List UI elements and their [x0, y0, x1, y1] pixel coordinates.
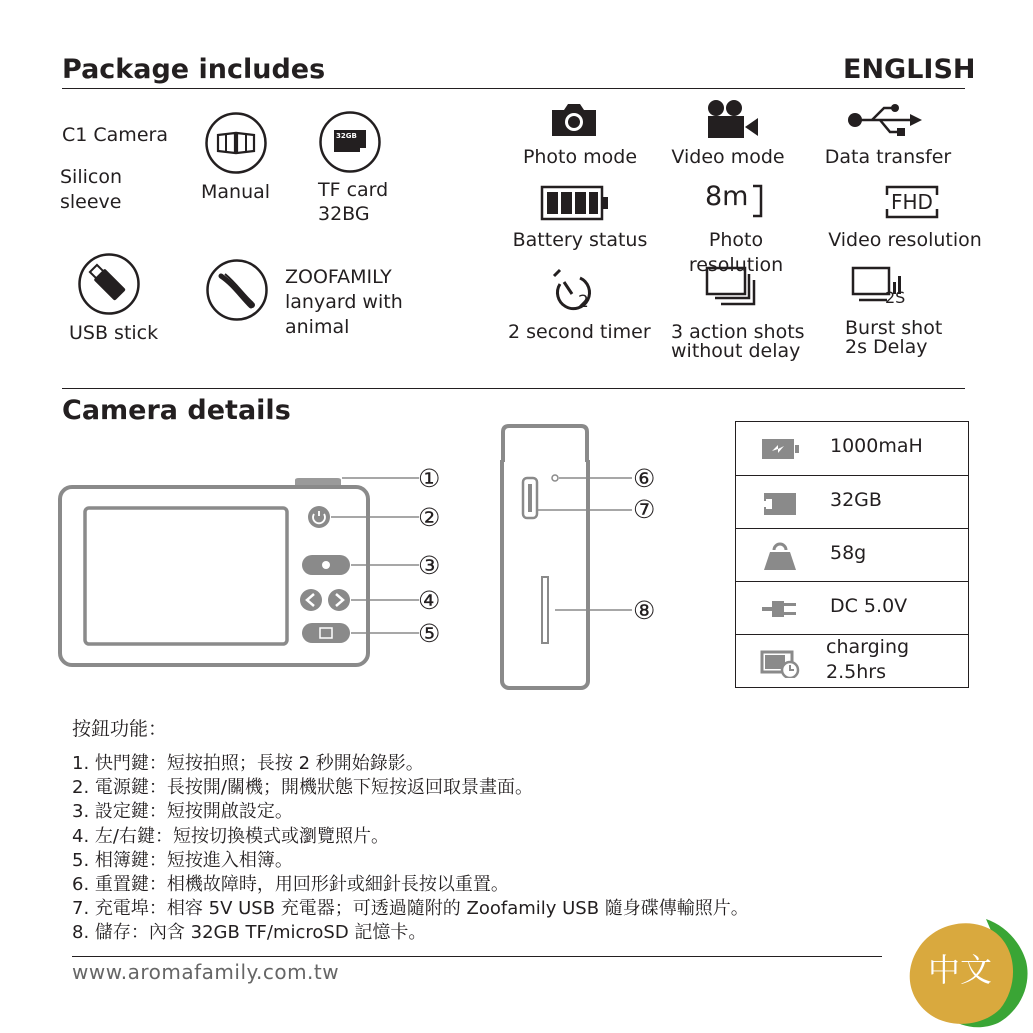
cn-item: 7. 充電埠：相容 5V USB 充電器；可透過隨附的 Zoofamily USB 隨身碟傳輸照片。: [72, 898, 749, 920]
feature-photo-resolution: Photo resolution: [688, 229, 784, 276]
spec-charging-line1: charging: [826, 636, 910, 658]
cn-button-list: [72, 752, 749, 946]
cn-item: 5. 相簿鍵：短按進入相簿。: [72, 849, 293, 871]
package-title: Package includes: [62, 54, 326, 85]
timer-value: 2: [578, 292, 589, 312]
spec-power: [736, 581, 968, 634]
item-lanyard-line1: ZOOFAMILY: [285, 266, 392, 288]
item-manual: Manual: [201, 181, 271, 203]
feature-action-line2: without delay: [671, 340, 801, 362]
item-lanyard-line2: lanyard with: [285, 291, 403, 313]
section-rule: [62, 388, 965, 389]
charging-time-icon: [760, 646, 800, 678]
cn-item: 2. 電源鍵：長按開/關機；開機狀態下短按返回取景畫面。: [72, 777, 533, 799]
language-label: ENGLISH: [843, 54, 976, 85]
item-camera: C1 Camera: [62, 124, 168, 146]
language-badge: 中文: [928, 951, 993, 989]
cn-item: 6. 重置鍵：相機故障時，用回形針或細針長按以重置。: [72, 874, 509, 896]
cn-item: 8. 儲存：內含 32GB TF/microSD 記憶卡。: [72, 922, 427, 944]
spec-charging-line2: 2.5hrs: [826, 661, 886, 683]
feature-burst-line1: Burst shot: [845, 317, 943, 339]
spec-battery-value: 1000maH: [830, 435, 923, 457]
spec-weight: [736, 528, 968, 581]
specs-table: [735, 421, 969, 688]
photo-resolution-value: 8m: [705, 181, 749, 212]
item-tf-line2: 32BG: [318, 203, 370, 225]
item-sleeve-line1: Silicon: [60, 166, 123, 188]
feature-burst-line2: 2s Delay: [845, 336, 928, 358]
video-camera-icon: [704, 98, 762, 142]
callout-1: ①: [418, 464, 441, 493]
item-lanyard-line3: animal: [285, 316, 350, 338]
item-usb: USB stick: [69, 322, 159, 344]
header-rule: [62, 88, 965, 89]
callout-8: ⑧: [633, 596, 656, 625]
spec-weight-value: 58g: [830, 542, 867, 564]
weight-icon: [760, 540, 800, 572]
tf-chip-label: 32GB: [336, 132, 357, 140]
spec-power-value: DC 5.0V: [830, 595, 908, 617]
memory-card-icon: [760, 487, 800, 519]
callout-7: ⑦: [633, 495, 656, 524]
feature-data-transfer: Data transfer: [824, 146, 952, 168]
feature-photo-mode: Photo mode: [522, 146, 638, 168]
cn-title: 按鈕功能：: [72, 718, 168, 740]
manual-icon: [204, 111, 268, 175]
camera-diagram: [55, 460, 675, 696]
spec-battery: [736, 422, 968, 475]
video-resolution-icon: [885, 185, 939, 219]
website-url: www.aromafamily.com.tw: [72, 960, 340, 984]
battery-icon: [540, 185, 610, 221]
callout-5: ⑤: [418, 619, 441, 648]
action-shots-icon: [705, 266, 757, 308]
callout-3: ③: [418, 551, 441, 580]
callout-4: ④: [418, 586, 441, 615]
side-top-edge: [501, 424, 589, 462]
spec-charging: [736, 634, 968, 687]
feature-action-line1: 3 action shots: [671, 321, 805, 343]
lanyard-icon: [205, 258, 269, 322]
camera-icon: [548, 100, 600, 140]
usb-stick-icon: [77, 252, 141, 316]
burst-shot-icon: [851, 266, 911, 308]
item-sleeve-line2: sleeve: [60, 191, 122, 213]
details-title: Camera details: [62, 395, 291, 426]
timer-icon: [550, 268, 596, 314]
footer-rule: [72, 956, 882, 957]
callout-6: ⑥: [633, 464, 656, 493]
battery-charge-icon: [760, 433, 800, 465]
cn-item: 1. 快門鍵：短按拍照；長按 2 秒開始錄影。: [72, 753, 424, 774]
spec-storage: [736, 475, 968, 528]
burst-value: 2S: [885, 288, 906, 307]
cn-item: 4. 左/右鍵：短按切換模式或瀏覽照片。: [72, 825, 389, 847]
spec-storage-value: 32GB: [830, 489, 882, 511]
cn-item: 3. 設定鍵：短按開啟設定。: [72, 801, 293, 823]
usb-symbol-icon: [846, 102, 926, 138]
feature-timer: 2 second timer: [508, 321, 651, 343]
feature-battery-status: Battery status: [512, 229, 648, 251]
callout-2: ②: [418, 503, 441, 532]
item-tf-line1: TF card: [318, 179, 389, 201]
power-plug-icon: [760, 593, 800, 625]
tf-card-icon: [318, 110, 382, 174]
photo-resolution-icon: [703, 183, 759, 217]
feature-video-resolution: Video resolution: [828, 229, 982, 251]
video-resolution-value: FHD: [891, 190, 933, 214]
feature-video-mode: Video mode: [671, 146, 785, 168]
